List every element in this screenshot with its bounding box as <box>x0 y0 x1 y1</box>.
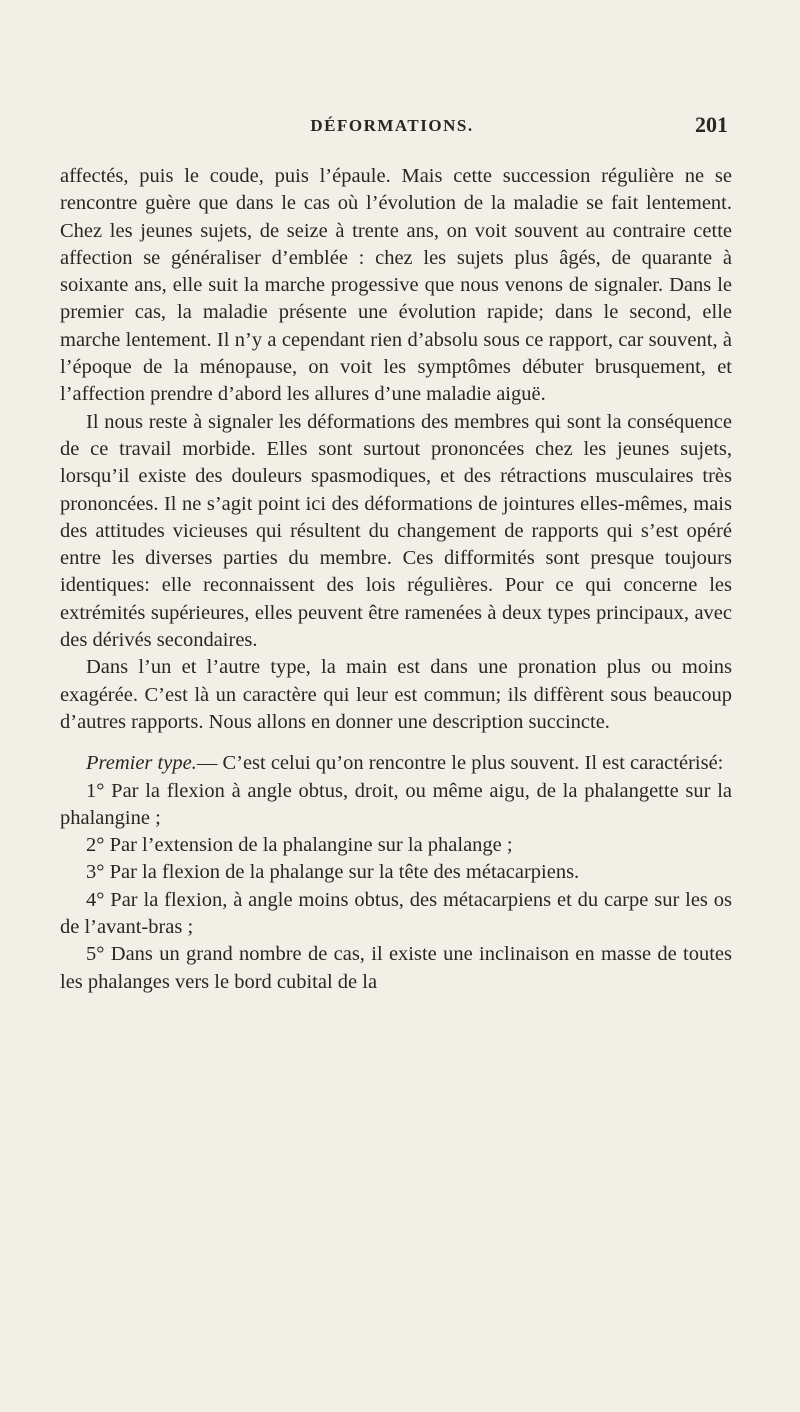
type-intro-text: — C’est celui qu’on rencontre le plus souvent. Il est caractérisé: <box>196 752 724 775</box>
type-heading: Premier type. <box>86 752 197 775</box>
body-text <box>60 163 732 996</box>
list-item-2: 2° Par l’extension de la phalangine sur la phalange ; <box>86 834 513 857</box>
list-item-5: 5° Dans un grand nombre de cas, il existe une inclinaison en masse de toutes les phalanges vers le bord cubital de la <box>60 943 732 993</box>
type-intro-paragraph <box>60 750 732 777</box>
list-item-1: 1° Par la flexion à angle obtus, droit, ou même aigu, de la phalangette sur la phalangine ; <box>60 779 732 829</box>
list-item-3: 3° Par la flexion de la phalange sur la tête des métacarpiens. <box>86 861 580 884</box>
paragraph-pronation: Dans l’un et l’autre type, la main est dans une pronation plus ou moins exagérée. C’est là un caractère qui leur est commun; ils diffèrent sous beaucoup d’autres rapports. Nous allons en donner une description succincte. <box>60 656 732 733</box>
paragraph-continuation: affectés, puis le coude, puis l’épaule. Mais cette succession régulière ne se rencontre guère que dans le cas où l’évolution de la maladie se fait lentement. Chez les jeunes sujets, de seize à trente ans, on voit souvent au contraire cette affection se généraliser d’emblée : chez les sujets plus âgés, de quarante à soixante ans, elle suit la marche progessive que nous venons de signaler. Dans le premier cas, la maladie présente une évolution rapide; dans le second, elle marche lentement. Il n’y a cependant rien d’absolu sous ce rapport, car souvent, à l’époque de la ménopause, on voit les symptômes débuter brusquement, et l’affection prendre d’abord les allures d’une maladie aiguë. <box>60 165 732 406</box>
paragraph-deformations: Il nous reste à signaler les déformations des membres qui sont la conséquence de ce travail morbide. Elles sont surtout prononcées chez les jeunes sujets, lorsqu’il existe des douleurs spasmodiques, et des rétractions musculaires très prononcées. Il ne s’agit point ici des déformations de jointures elles-mêmes, mais des attitudes vicieuses qui résultent du changement de rapports qui s’est opéré entre les diverses parties du membre. Ces difformités sont presque toujours identiques: elle reconnaissent des lois régulières. Pour ce qui concerne les extrémités supérieures, elles peuvent être ramenées à deux types principaux, avec des dérivés secondaires. <box>60 410 732 652</box>
page-number: 201 <box>695 112 728 137</box>
running-title: DÉFORMATIONS. <box>310 116 474 135</box>
section-gap <box>60 736 732 750</box>
running-head <box>60 112 740 142</box>
list-item-4: 4° Par la flexion, à angle moins obtus, des métacarpiens et du carpe sur les os de l’avant-bras ; <box>60 888 732 939</box>
